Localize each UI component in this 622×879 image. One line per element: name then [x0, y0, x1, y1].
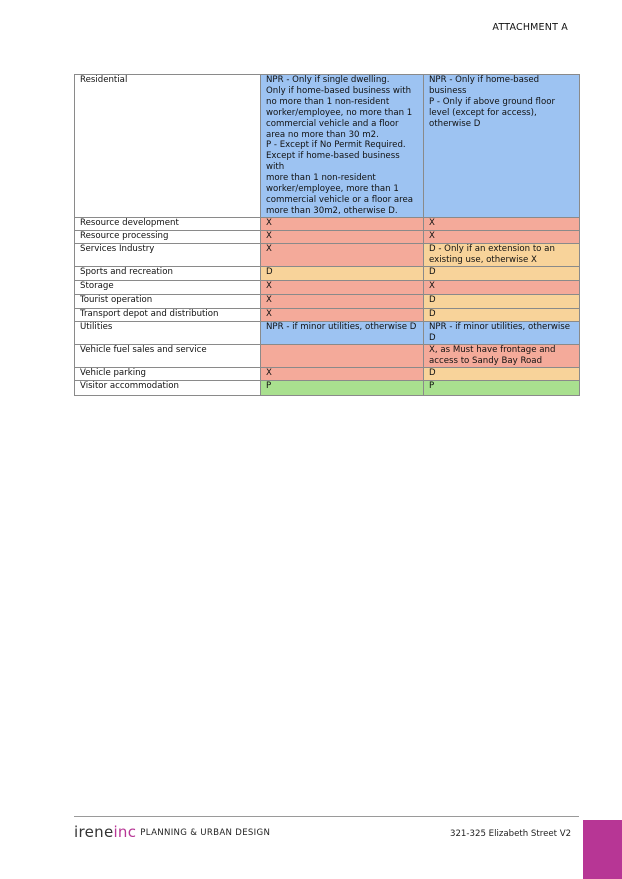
zone-cell: X, as Must have frontage and access to Sandy Bay Road: [424, 344, 580, 367]
use-cell: Services Industry: [75, 243, 261, 266]
zone-cell: P: [424, 380, 580, 395]
zone-cell: P: [261, 380, 424, 395]
zone-cell: X: [261, 367, 424, 380]
zone-cell: NPR - Only if home-based business P - Only if above ground floor level (except for access), otherwise D: [424, 75, 580, 218]
zone-cell: X: [261, 308, 424, 321]
table-row: [75, 367, 580, 380]
attachment-label: ATTACHMENT A: [492, 22, 568, 33]
brand-tagline: PLANNING & URBAN DESIGN: [140, 828, 271, 838]
use-cell: Sports and recreation: [75, 266, 261, 280]
zone-cell: X: [261, 243, 424, 266]
use-cell: Tourist operation: [75, 294, 261, 308]
use-cell: Resource development: [75, 217, 261, 230]
table-row: [75, 243, 580, 266]
use-cell: Vehicle fuel sales and service: [75, 344, 261, 367]
zone-cell: D: [424, 308, 580, 321]
zone-cell: NPR - if minor utilities, otherwise D: [424, 321, 580, 344]
table-row: [75, 308, 580, 321]
brand-inc: inc: [113, 823, 137, 841]
zone-cell: D: [261, 266, 424, 280]
zone-cell: X: [261, 294, 424, 308]
footer-divider: [74, 816, 579, 817]
document-reference: 321-325 Elizabeth Street V2: [450, 829, 572, 839]
table-row: [75, 230, 580, 243]
table-row: [75, 380, 580, 395]
zone-cell: D: [424, 266, 580, 280]
use-cell: Vehicle parking: [75, 367, 261, 380]
use-cell: Transport depot and distribution: [75, 308, 261, 321]
table-row: [75, 75, 580, 218]
zone-cell: D - Only if an extension to an existing use, otherwise X: [424, 243, 580, 266]
zone-cell: D: [424, 294, 580, 308]
zone-cell: NPR - if minor utilities, otherwise D: [261, 321, 424, 344]
use-cell: Residential: [75, 75, 261, 218]
zone-cell: X: [261, 217, 424, 230]
table-row: [75, 280, 580, 294]
table-row: [75, 217, 580, 230]
brand-name: irene: [74, 823, 114, 841]
zone-cell: NPR - Only if single dwelling. Only if home-based business with no more than 1 non-resident worker/employee, no more than 1 commercial vehicle and a floor area no more than 30 m2. P - Except if No Permit Required. Except if home-based business with more than 1 non-resident worker/employee, more than 1 commercial vehicle or a floor area more than 30m2, otherwise D.: [261, 75, 424, 218]
footer-accent-block: [583, 820, 622, 879]
zone-cell: X: [424, 217, 580, 230]
zone-cell: X: [261, 280, 424, 294]
zone-cell: X: [424, 230, 580, 243]
table-row: [75, 344, 580, 367]
use-table: [74, 74, 580, 396]
zone-cell: D: [424, 367, 580, 380]
table-row: [75, 321, 580, 344]
use-cell: Visitor accommodation: [75, 380, 261, 395]
table-row: [75, 266, 580, 280]
use-cell: Utilities: [75, 321, 261, 344]
company-logo: [74, 822, 270, 841]
use-cell: Storage: [75, 280, 261, 294]
zone-cell: X: [261, 230, 424, 243]
table-row: [75, 294, 580, 308]
use-cell: Resource processing: [75, 230, 261, 243]
zone-cell: X: [424, 280, 580, 294]
zone-cell: [261, 344, 424, 367]
